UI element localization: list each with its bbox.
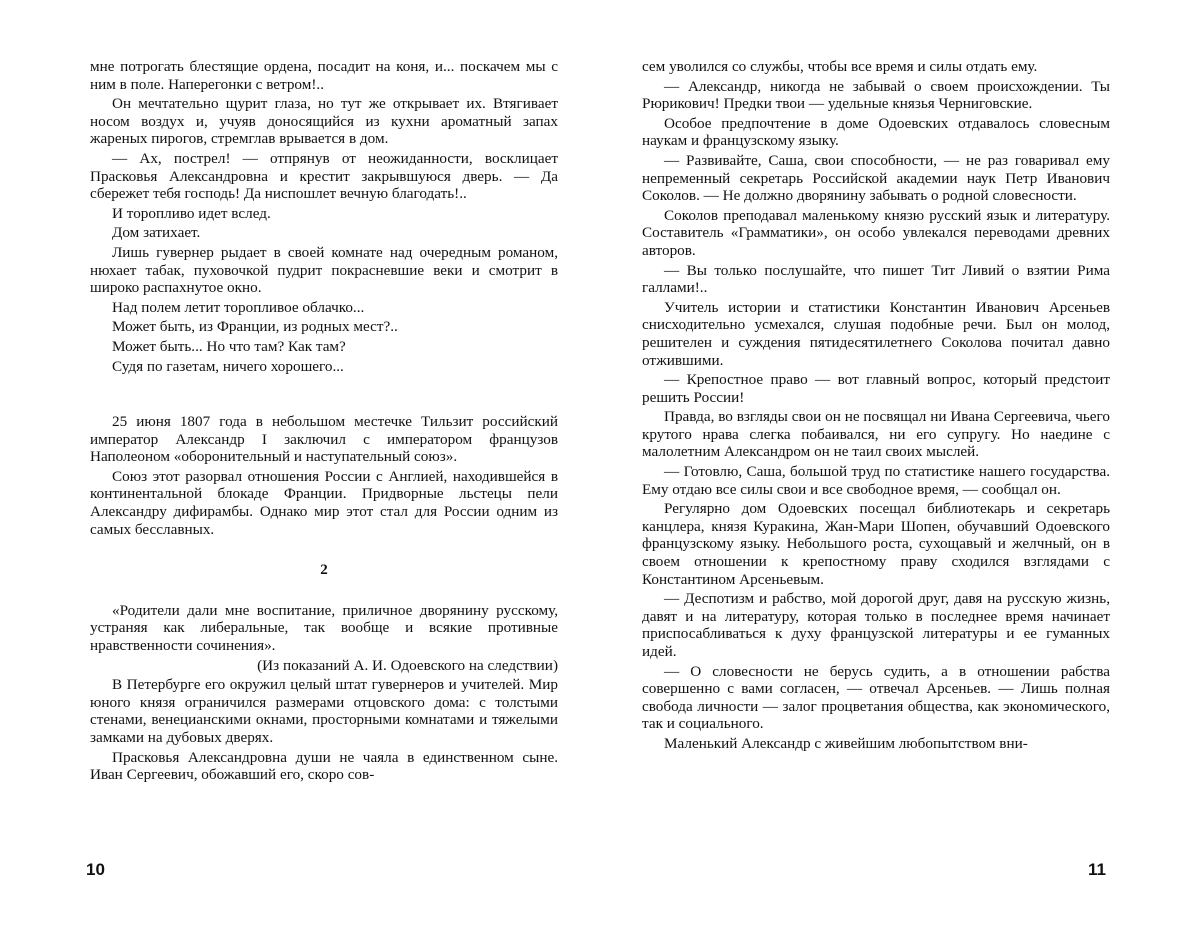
paragraph: — О словесности не берусь судить, а в отношении рабства совершенно с вами согласен, — отвечал Арсеньев. — Лишь полная свобода личности — залог процветания общества, как экономического, так и социального. bbox=[642, 662, 1110, 733]
paragraph: Он мечтательно щурит глаза, но тут же открывает их. Втягивает носом воздух и, учуяв доносящийся из кухни ароматный запах жареных пирогов, стремглав врывается в дом. bbox=[90, 95, 558, 148]
chapter-number: 2 bbox=[320, 562, 328, 579]
paragraph: — Александр, никогда не забывай о своем происхождении. Ты Рюрикович! Предки твои — удельные князья Черниговские. bbox=[642, 77, 1110, 113]
paragraph: 25 июня 1807 года в небольшом местечке Тильзит российский император Александр I заключил с императором французов Наполеоном «оборонительный и наступательный союз». bbox=[90, 413, 558, 466]
paragraph: Соколов преподавал маленькому князю русский язык и литературу. Составитель «Грамматики», он особо увлекался переводами древних авторов. bbox=[642, 206, 1110, 259]
paragraph: Правда, во взгляды свои он не посвящал ни Ивана Сергеевича, чьего крутого нрава слегка побаивался, ни его супругу. Но наедине с малолетним Александром он не таил своих мыслей. bbox=[642, 408, 1110, 461]
paragraph: Прасковья Александровна души не чаяла в единственном сыне. Иван Сергеевич, обожавший его, скоро сов- bbox=[90, 748, 558, 784]
paragraph: Может быть... Но что там? Как там? bbox=[112, 337, 346, 355]
paragraph: В Петербурге его окружил целый штат гувернеров и учителей. Мир юного князя ограничился размерами отцовского дома: с толстыми стенами, венецианскими окнами, просторными комнатами и тяжелыми замками на дубовых дверях. bbox=[90, 676, 558, 746]
paragraph: сем уволился со службы, чтобы все время и силы отдать ему. bbox=[642, 58, 1038, 75]
paragraph: — Крепостное право — вот главный вопрос, который предстоит решить России! bbox=[642, 371, 1110, 406]
page-number-right: 11 bbox=[1088, 860, 1106, 879]
paragraph: Маленький Александр с живейшим любопытством вни- bbox=[664, 734, 1028, 752]
left-page bbox=[90, 58, 558, 786]
paragraph: — Готовлю, Саша, большой труд по статистике нашего государства. Ему отдаю все силы свои и все свободное время, — сообщал он. bbox=[642, 463, 1110, 498]
page-number-left: 10 bbox=[86, 860, 105, 879]
right-page bbox=[642, 58, 1110, 755]
paragraph: Союз этот разорвал отношения России с Англией, находившейся в континентальной блокаде Франции. Придворные льстецы пели Александру дифирамбы. Однако мир этот стал для России одним из самых бесславных. bbox=[90, 467, 558, 538]
paragraph: Регулярно дом Одоевских посещал библиотекарь и секретарь канцлера, князя Куракина, Жан-Мари Шопен, обучавший Одоевского французскому языку. Небольшого роста, сухощавый и желчный, он в своем отношении к крепостному праву сходился взглядами с Константином Арсеньевым. bbox=[642, 500, 1110, 588]
paragraph: Над полем летит торопливое облачко... bbox=[112, 298, 365, 316]
paragraph: И торопливо идет вслед. bbox=[112, 204, 271, 222]
paragraph: Особое предпочтение в доме Одоевских отдавалось словесным наукам и французскому языку. bbox=[642, 114, 1110, 150]
paragraph: Дом затихает. bbox=[112, 224, 201, 242]
paragraph: Судя по газетам, ничего хорошего... bbox=[112, 357, 344, 375]
paragraph: Учитель истории и статистики Константин Иванович Арсеньев снисходительно усмехался, слушая подобные речи. Был он молод, решителен и суждения пятидесятилетнего Соколова почитал давно отжившими. bbox=[642, 298, 1110, 369]
epigraph-source: (Из показаний А. И. Одоевского на следствии) bbox=[257, 656, 558, 674]
paragraph: мне потрогать блестящие ордена, посадит на коня, и... поскачем мы с ним в поле. Наперегонки с ветром!.. bbox=[90, 58, 558, 93]
epigraph: «Родители дали мне воспитание, приличное дворянину русскому, устраняя как либеральные, так вообще и всякие противные нравственности сочинения». bbox=[90, 601, 558, 655]
paragraph: — Деспотизм и рабство, мой дорогой друг, давя на русскую жизнь, давят и на литературу, которая только в последнее время начинает приспосабливаться к духу французской литературы и ее гуманных идей. bbox=[642, 590, 1110, 660]
paragraph: — Вы только послушайте, что пишет Тит Ливий о взятии Рима галлами!.. bbox=[642, 261, 1110, 297]
paragraph: Лишь гувернер рыдает в своей комнате над очередным романом, нюхает табак, пуховочкой пудрит покрасневшие веки и смотрит в широко распахнутое окно. bbox=[90, 243, 558, 297]
paragraph: — Развивайте, Саша, свои способности, — не раз говаривал ему непременный секретарь Российской академии наук Петр Иванович Соколов. — Не должно дворянину забывать о родной словесности. bbox=[642, 151, 1110, 205]
paragraph: Может быть, из Франции, из родных мест?.. bbox=[112, 318, 398, 336]
paragraph: — Ах, пострел! — отпрянув от неожиданности, восклицает Прасковья Александровна и крестит закрывшуюся дверь. — Да сбережет тебя господь! Да ниспошлет вечную благодать!.. bbox=[90, 149, 558, 203]
